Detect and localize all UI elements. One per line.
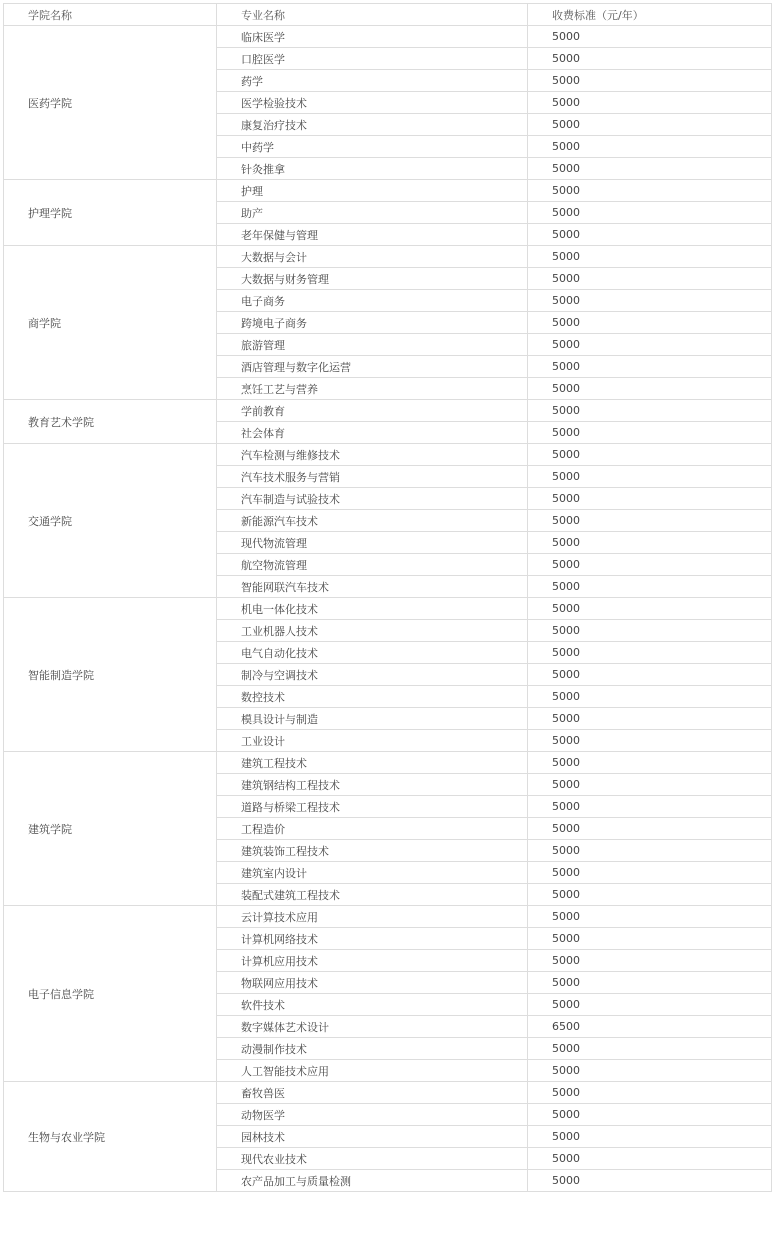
major-name-cell: 数字媒体艺术设计 xyxy=(217,1016,528,1038)
fee-cell: 5000 xyxy=(528,444,772,466)
table-row xyxy=(4,246,772,268)
table-row xyxy=(4,752,772,774)
header-major: 专业名称 xyxy=(217,4,528,26)
table-row xyxy=(4,180,772,202)
major-name-cell: 口腔医学 xyxy=(217,48,528,70)
major-name-cell: 工程造价 xyxy=(217,818,528,840)
fee-cell: 5000 xyxy=(528,510,772,532)
header-fee: 收费标准（元/年） xyxy=(528,4,772,26)
major-name-cell: 康复治疗技术 xyxy=(217,114,528,136)
fee-cell: 5000 xyxy=(528,48,772,70)
college-name-cell: 护理学院 xyxy=(4,180,217,246)
fee-cell: 5000 xyxy=(528,774,772,796)
major-name-cell: 新能源汽车技术 xyxy=(217,510,528,532)
major-name-cell: 助产 xyxy=(217,202,528,224)
fee-cell: 5000 xyxy=(528,312,772,334)
fee-cell: 5000 xyxy=(528,598,772,620)
major-name-cell: 大数据与会计 xyxy=(217,246,528,268)
fee-cell: 5000 xyxy=(528,576,772,598)
fee-table xyxy=(3,3,772,1192)
fee-cell: 5000 xyxy=(528,620,772,642)
major-name-cell: 智能网联汽车技术 xyxy=(217,576,528,598)
major-name-cell: 制冷与空调技术 xyxy=(217,664,528,686)
major-name-cell: 汽车检测与维修技术 xyxy=(217,444,528,466)
major-name-cell: 航空物流管理 xyxy=(217,554,528,576)
header-row xyxy=(4,4,772,26)
major-name-cell: 建筑钢结构工程技术 xyxy=(217,774,528,796)
fee-cell: 5000 xyxy=(528,26,772,48)
fee-cell: 5000 xyxy=(528,708,772,730)
fee-cell: 5000 xyxy=(528,92,772,114)
major-name-cell: 建筑装饰工程技术 xyxy=(217,840,528,862)
fee-cell: 5000 xyxy=(528,400,772,422)
college-name-cell: 生物与农业学院 xyxy=(4,1082,217,1192)
major-name-cell: 动物医学 xyxy=(217,1104,528,1126)
major-name-cell: 模具设计与制造 xyxy=(217,708,528,730)
major-name-cell: 计算机应用技术 xyxy=(217,950,528,972)
major-name-cell: 云计算技术应用 xyxy=(217,906,528,928)
fee-cell: 6500 xyxy=(528,1016,772,1038)
fee-cell: 5000 xyxy=(528,664,772,686)
major-name-cell: 现代农业技术 xyxy=(217,1148,528,1170)
major-name-cell: 汽车技术服务与营销 xyxy=(217,466,528,488)
table-row xyxy=(4,1082,772,1104)
major-name-cell: 老年保健与管理 xyxy=(217,224,528,246)
fee-cell: 5000 xyxy=(528,70,772,92)
fee-cell: 5000 xyxy=(528,994,772,1016)
table-row xyxy=(4,906,772,928)
college-name-cell: 建筑学院 xyxy=(4,752,217,906)
fee-cell: 5000 xyxy=(528,466,772,488)
fee-cell: 5000 xyxy=(528,114,772,136)
fee-cell: 5000 xyxy=(528,972,772,994)
fee-cell: 5000 xyxy=(528,202,772,224)
fee-cell: 5000 xyxy=(528,1082,772,1104)
table-body xyxy=(4,26,772,1192)
major-name-cell: 针灸推拿 xyxy=(217,158,528,180)
major-name-cell: 汽车制造与试验技术 xyxy=(217,488,528,510)
major-name-cell: 护理 xyxy=(217,180,528,202)
major-name-cell: 大数据与财务管理 xyxy=(217,268,528,290)
major-name-cell: 电气自动化技术 xyxy=(217,642,528,664)
college-name-cell: 交通学院 xyxy=(4,444,217,598)
major-name-cell: 电子商务 xyxy=(217,290,528,312)
table-header xyxy=(4,4,772,26)
major-name-cell: 机电一体化技术 xyxy=(217,598,528,620)
fee-cell: 5000 xyxy=(528,1148,772,1170)
fee-cell: 5000 xyxy=(528,334,772,356)
fee-cell: 5000 xyxy=(528,356,772,378)
fee-cell: 5000 xyxy=(528,290,772,312)
major-name-cell: 软件技术 xyxy=(217,994,528,1016)
major-name-cell: 物联网应用技术 xyxy=(217,972,528,994)
major-name-cell: 人工智能技术应用 xyxy=(217,1060,528,1082)
college-name-cell: 电子信息学院 xyxy=(4,906,217,1082)
fee-cell: 5000 xyxy=(528,1038,772,1060)
table-row xyxy=(4,598,772,620)
major-name-cell: 酒店管理与数字化运营 xyxy=(217,356,528,378)
major-name-cell: 装配式建筑工程技术 xyxy=(217,884,528,906)
major-name-cell: 计算机网络技术 xyxy=(217,928,528,950)
fee-cell: 5000 xyxy=(528,730,772,752)
major-name-cell: 园林技术 xyxy=(217,1126,528,1148)
major-name-cell: 建筑室内设计 xyxy=(217,862,528,884)
fee-cell: 5000 xyxy=(528,268,772,290)
major-name-cell: 建筑工程技术 xyxy=(217,752,528,774)
major-name-cell: 动漫制作技术 xyxy=(217,1038,528,1060)
fee-cell: 5000 xyxy=(528,818,772,840)
fee-cell: 5000 xyxy=(528,1060,772,1082)
fee-cell: 5000 xyxy=(528,752,772,774)
college-name-cell: 教育艺术学院 xyxy=(4,400,217,444)
college-name-cell: 医药学院 xyxy=(4,26,217,180)
fee-cell: 5000 xyxy=(528,488,772,510)
major-name-cell: 道路与桥梁工程技术 xyxy=(217,796,528,818)
fee-cell: 5000 xyxy=(528,862,772,884)
fee-cell: 5000 xyxy=(528,686,772,708)
major-name-cell: 医学检验技术 xyxy=(217,92,528,114)
header-college: 学院名称 xyxy=(4,4,217,26)
fee-cell: 5000 xyxy=(528,180,772,202)
fee-cell: 5000 xyxy=(528,928,772,950)
major-name-cell: 现代物流管理 xyxy=(217,532,528,554)
major-name-cell: 跨境电子商务 xyxy=(217,312,528,334)
fee-cell: 5000 xyxy=(528,906,772,928)
fee-cell: 5000 xyxy=(528,1170,772,1192)
fee-cell: 5000 xyxy=(528,422,772,444)
major-name-cell: 中药学 xyxy=(217,136,528,158)
major-name-cell: 烹饪工艺与营养 xyxy=(217,378,528,400)
fee-cell: 5000 xyxy=(528,642,772,664)
fee-cell: 5000 xyxy=(528,158,772,180)
major-name-cell: 农产品加工与质量检测 xyxy=(217,1170,528,1192)
fee-cell: 5000 xyxy=(528,796,772,818)
table-row xyxy=(4,26,772,48)
major-name-cell: 药学 xyxy=(217,70,528,92)
major-name-cell: 社会体育 xyxy=(217,422,528,444)
fee-cell: 5000 xyxy=(528,840,772,862)
major-name-cell: 工业机器人技术 xyxy=(217,620,528,642)
major-name-cell: 畜牧兽医 xyxy=(217,1082,528,1104)
major-name-cell: 学前教育 xyxy=(217,400,528,422)
fee-cell: 5000 xyxy=(528,224,772,246)
major-name-cell: 数控技术 xyxy=(217,686,528,708)
fee-cell: 5000 xyxy=(528,554,772,576)
major-name-cell: 临床医学 xyxy=(217,26,528,48)
major-name-cell: 工业设计 xyxy=(217,730,528,752)
major-name-cell: 旅游管理 xyxy=(217,334,528,356)
fee-cell: 5000 xyxy=(528,532,772,554)
fee-cell: 5000 xyxy=(528,378,772,400)
fee-cell: 5000 xyxy=(528,884,772,906)
table-row xyxy=(4,444,772,466)
fee-cell: 5000 xyxy=(528,246,772,268)
college-name-cell: 商学院 xyxy=(4,246,217,400)
college-name-cell: 智能制造学院 xyxy=(4,598,217,752)
fee-cell: 5000 xyxy=(528,1104,772,1126)
fee-cell: 5000 xyxy=(528,1126,772,1148)
fee-cell: 5000 xyxy=(528,950,772,972)
table-row xyxy=(4,400,772,422)
fee-cell: 5000 xyxy=(528,136,772,158)
